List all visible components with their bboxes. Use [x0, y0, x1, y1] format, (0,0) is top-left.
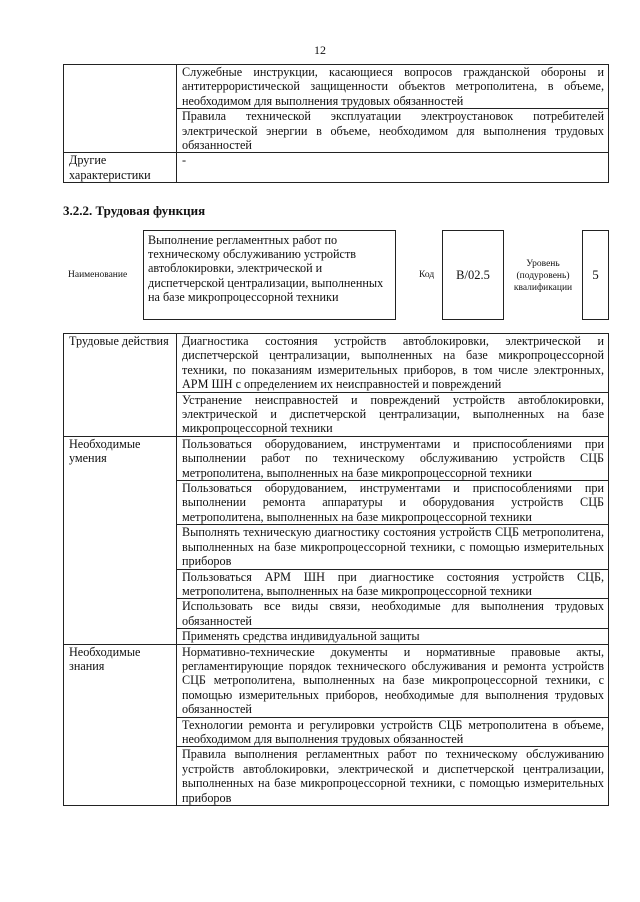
- row-label-cell: Необходимые знания: [64, 644, 177, 805]
- row-label-cell: Необходимые умения: [64, 436, 177, 644]
- top-requirements-table: [63, 64, 609, 183]
- name-label: Наименование: [68, 270, 128, 280]
- qualification-level-box: 5: [582, 230, 609, 320]
- table-row: [64, 644, 609, 717]
- requirement-text-cell: Технологии ремонта и регулировки устройств СЦБ метрополитена в объеме, необходимом для выполнения трудовых обязанностей: [177, 717, 609, 747]
- requirement-text-cell: Правила выполнения регламентных работ по техническому обслуживанию устройств автоблокировки, электрической и диспетчерской централизации, выполненных на базе микропроцессорной техники, с помощью измерительных приборов: [177, 747, 609, 806]
- table-row: [64, 436, 609, 480]
- row-label-cell: Трудовые действия: [64, 334, 177, 437]
- function-name-box: Выполнение регламентных работ по техническому обслуживанию устройств автоблокировки, электрической и диспетчерской централизации, выполненных на базе микропроцессорной техники: [143, 230, 396, 320]
- page-number: 12: [314, 43, 326, 57]
- requirement-text-cell: -: [177, 153, 609, 183]
- requirement-text-cell: Устранение неисправностей и повреждений устройств автоблокировки, электрической и диспетчерской централизации, выполненных на базе микропроцессорной техники: [177, 392, 609, 436]
- requirement-text-cell: Служебные инструкции, касающиеся вопросов гражданской обороны и антитеррористической защищенности объектов метрополитена, в объеме, необходимом для выполнения трудовых обязанностей: [177, 65, 609, 109]
- requirement-text-cell: Пользоваться оборудованием, инструментами и приспособлениями при выполнении работ по техническому обслуживанию устройств СЦБ метрополитена, выполненных на базе микропроцессорной техники: [177, 436, 609, 480]
- table-row: [64, 153, 609, 183]
- qualification-level-label: Уровень (подуровень) квалификации: [513, 259, 573, 293]
- row-label-cell: [64, 65, 177, 153]
- requirement-text-cell: Пользоваться АРМ ШН при диагностике состояния устройств СЦБ, метрополитена, выполненных на базе микропроцессорной техники: [177, 569, 609, 599]
- function-code-box: B/02.5: [442, 230, 504, 320]
- table-row: [64, 334, 609, 393]
- requirement-text-cell: Нормативно-технические документы и нормативные правовые акты, регламентирующие порядок технического обслуживания и ремонта устройств СЦБ метрополитена, выполненных на базе микропроцессорной техники, с помощью измерительных приборов, необходимые для выполнения трудовых обязанностей: [177, 644, 609, 717]
- row-label-cell: Другие характеристики: [64, 153, 177, 183]
- requirement-text-cell: Диагностика состояния устройств автоблокировки, электрической и диспетчерской централизации, выполненных на базе микропроцессорной техники, по показаниям измерительных приборов, в том числе электронных, АРМ ШН с определением их неисправностей и повреждений: [177, 334, 609, 393]
- labor-function-table: [63, 333, 609, 806]
- requirement-text-cell: Пользоваться оборудованием, инструментами и приспособлениями при выполнении ремонта аппаратуры и оборудования устройств СЦБ метрополитена, выполненных на базе микропроцессорной техники: [177, 481, 609, 525]
- requirement-text-cell: Использовать все виды связи, необходимые для выполнения трудовых обязанностей: [177, 599, 609, 629]
- requirement-text-cell: Применять средства индивидуальной защиты: [177, 629, 609, 644]
- table-row: [64, 65, 609, 109]
- requirement-text-cell: Правила технической эксплуатации электроустановок потребителей электрической энергии в объеме, необходимом для выполнения трудовых обязанностей: [177, 109, 609, 153]
- requirement-text-cell: Выполнять техническую диагностику состояния устройств СЦБ метрополитена, выполненных на базе микропроцессорной техники, с помощью измерительных приборов: [177, 525, 609, 569]
- section-heading: 3.2.2. Трудовая функция: [63, 203, 206, 218]
- code-label: Код: [419, 270, 435, 280]
